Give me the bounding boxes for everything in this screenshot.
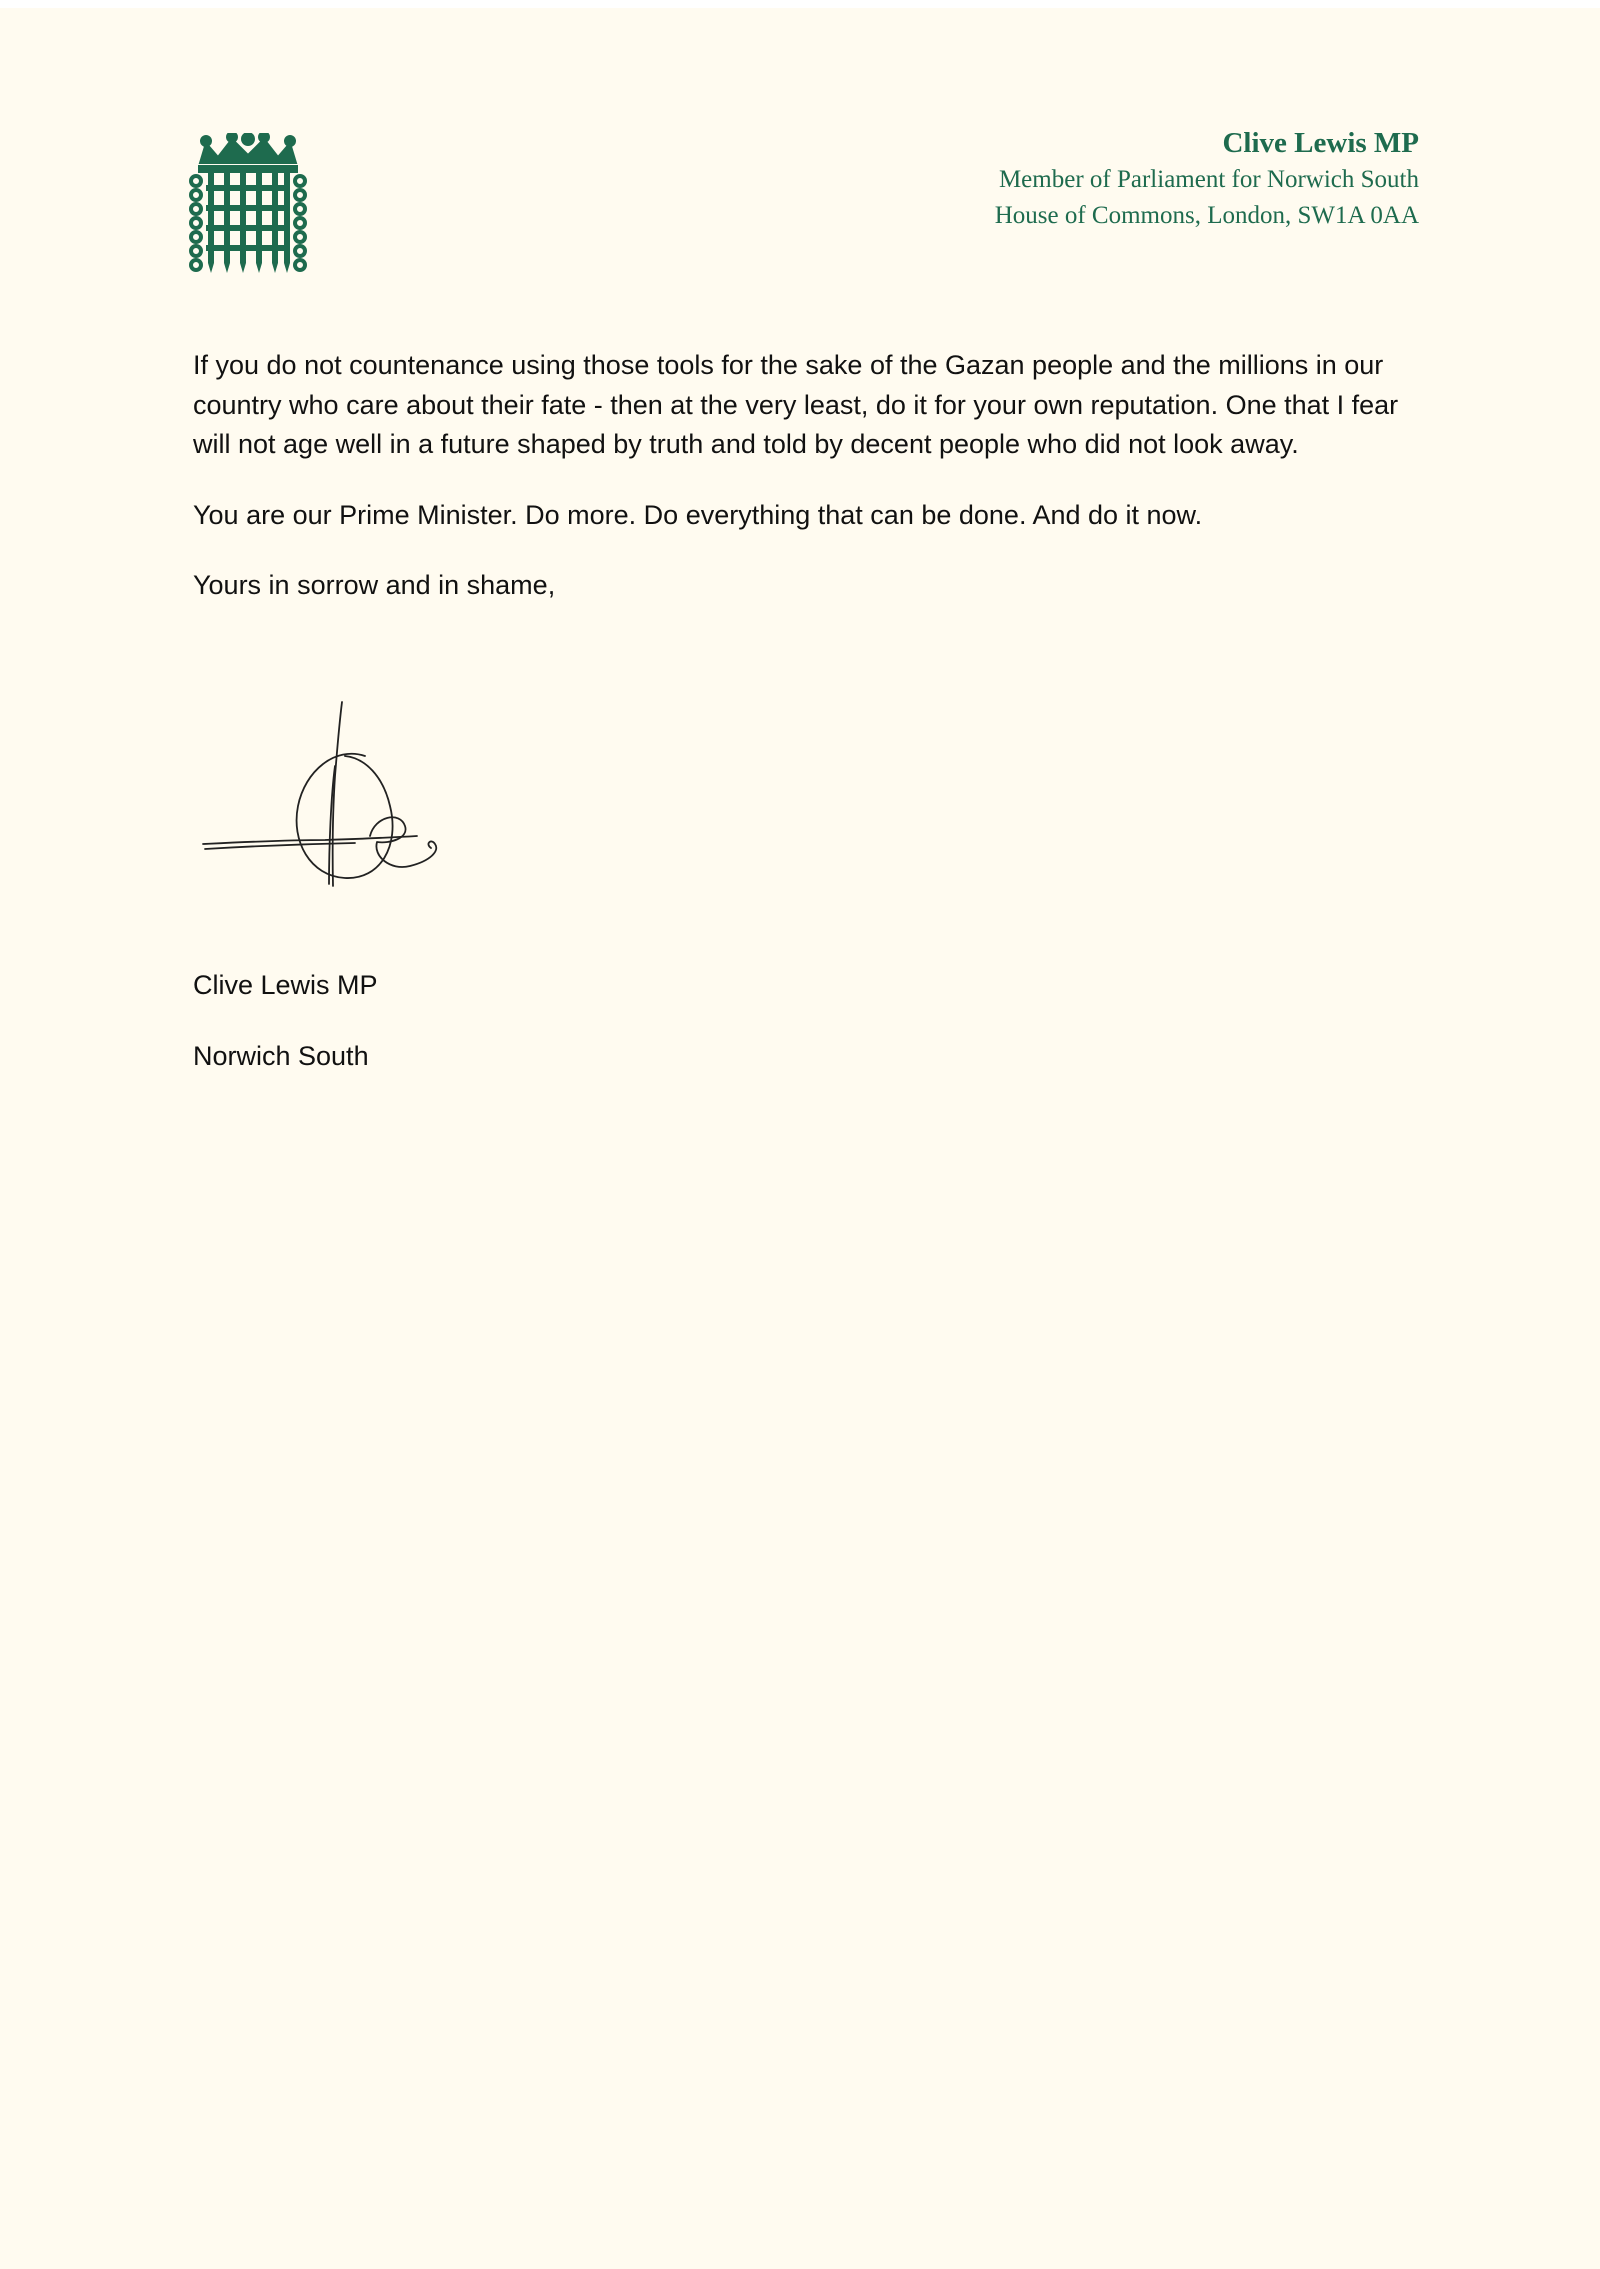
letterhead — [995, 124, 1419, 234]
sign-off-constituency: Norwich South — [193, 1040, 369, 1071]
portcullis-icon — [188, 133, 308, 278]
body-paragraph: If you do not countenance using those tools for the sake of the Gazan people and the millions in our country who care about their fate - then at the very least, do it for your own reputation. One that I fear will not age well in a future shaped by truth and told by decent people who did not look away. — [193, 350, 1399, 459]
sign-off-name: Clive Lewis MP — [193, 970, 378, 1000]
letterhead-constituency: Member of Parliament for Norwich South — [998, 166, 1419, 193]
letterhead-name: Clive Lewis MP — [1222, 127, 1419, 159]
body-paragraph: You are our Prime Minister. Do more. Do everything that can be done. And do it now. — [193, 499, 1203, 530]
handwritten-signature — [195, 696, 445, 896]
sign-off — [193, 966, 378, 1107]
closing-salutation: Yours in sorrow and in shame, — [193, 570, 556, 600]
letter-page — [0, 8, 1600, 2269]
letterhead-address: House of Commons, London, SW1A 0AA — [994, 202, 1419, 229]
letter-body — [193, 346, 1413, 637]
